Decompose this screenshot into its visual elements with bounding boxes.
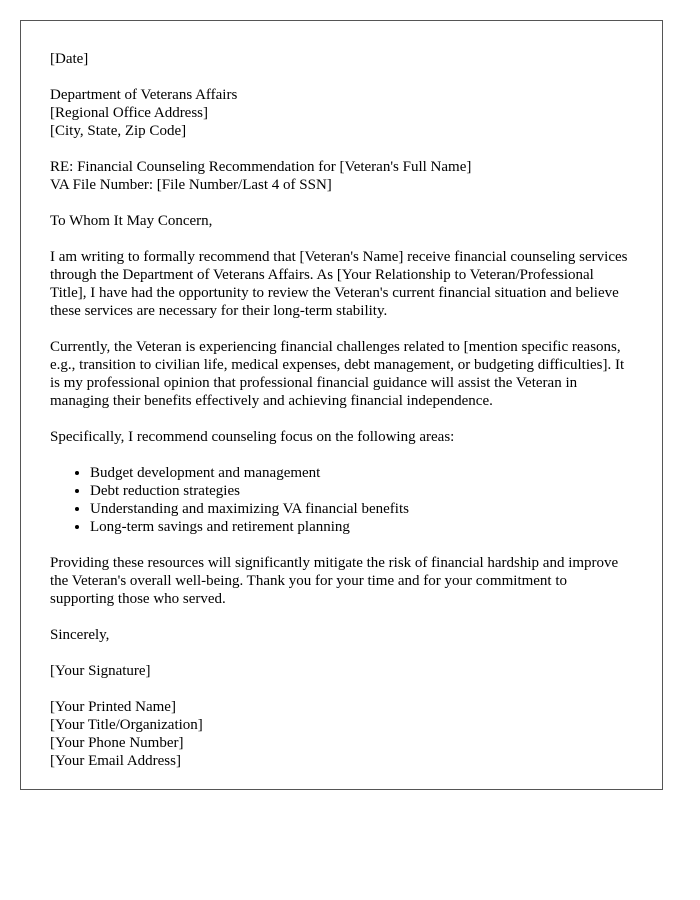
sender-block bbox=[50, 698, 633, 770]
subject-line: RE: Financial Counseling Recommendation for [Veteran's Full Name] bbox=[50, 159, 472, 175]
body-paragraph: Currently, the Veteran is experiencing financial challenges related to [mention specific reasons, e.g., transition to civilian life, medical expenses, debt management, or budgeting difficulties]. It is my professional opinion that professional financial guidance will assist the Veteran in managing their benefits effectively and achieving financial independence. bbox=[50, 339, 625, 409]
signature: [Your Signature] bbox=[50, 663, 151, 679]
list-item: • Long-term savings and retirement planning bbox=[90, 518, 633, 536]
sender-phone: [Your Phone Number] bbox=[50, 735, 184, 751]
closing: Sincerely, bbox=[50, 627, 110, 643]
recipient-line: Department of Veterans Affairs bbox=[50, 87, 238, 103]
focus-areas-list bbox=[50, 464, 633, 536]
sender-email: [Your Email Address] bbox=[50, 753, 181, 769]
list-item: • Debt reduction strategies bbox=[90, 482, 633, 500]
body-paragraph: Specifically, I recommend counseling focus on the following areas: bbox=[50, 429, 455, 445]
sender-name: [Your Printed Name] bbox=[50, 699, 176, 715]
salutation: To Whom It May Concern, bbox=[50, 213, 213, 229]
recipient-address bbox=[50, 86, 633, 140]
file-number-line: VA File Number: [File Number/Last 4 of SSN] bbox=[50, 177, 332, 193]
recipient-line: [Regional Office Address] bbox=[50, 105, 209, 121]
letter-document bbox=[20, 20, 663, 790]
subject-block bbox=[50, 158, 633, 194]
recipient-line: [City, State, Zip Code] bbox=[50, 123, 187, 139]
date: [Date] bbox=[50, 51, 89, 67]
list-item: • Understanding and maximizing VA financial benefits bbox=[90, 500, 633, 518]
body-paragraph: I am writing to formally recommend that [Veteran's Name] receive financial counseling services through the Department of Veterans Affairs. As [Your Relationship to Veteran/Professional Title], I have had the opportunity to review the Veteran's current financial situation and believe these services are necessary for their long-term stability. bbox=[50, 249, 628, 319]
closing-paragraph: Providing these resources will significantly mitigate the risk of financial hardship and improve the Veteran's overall well-being. Thank you for your time and for your commitment to supporting those who served. bbox=[50, 555, 619, 607]
sender-title: [Your Title/Organization] bbox=[50, 717, 203, 733]
list-item: • Budget development and management bbox=[90, 464, 633, 482]
